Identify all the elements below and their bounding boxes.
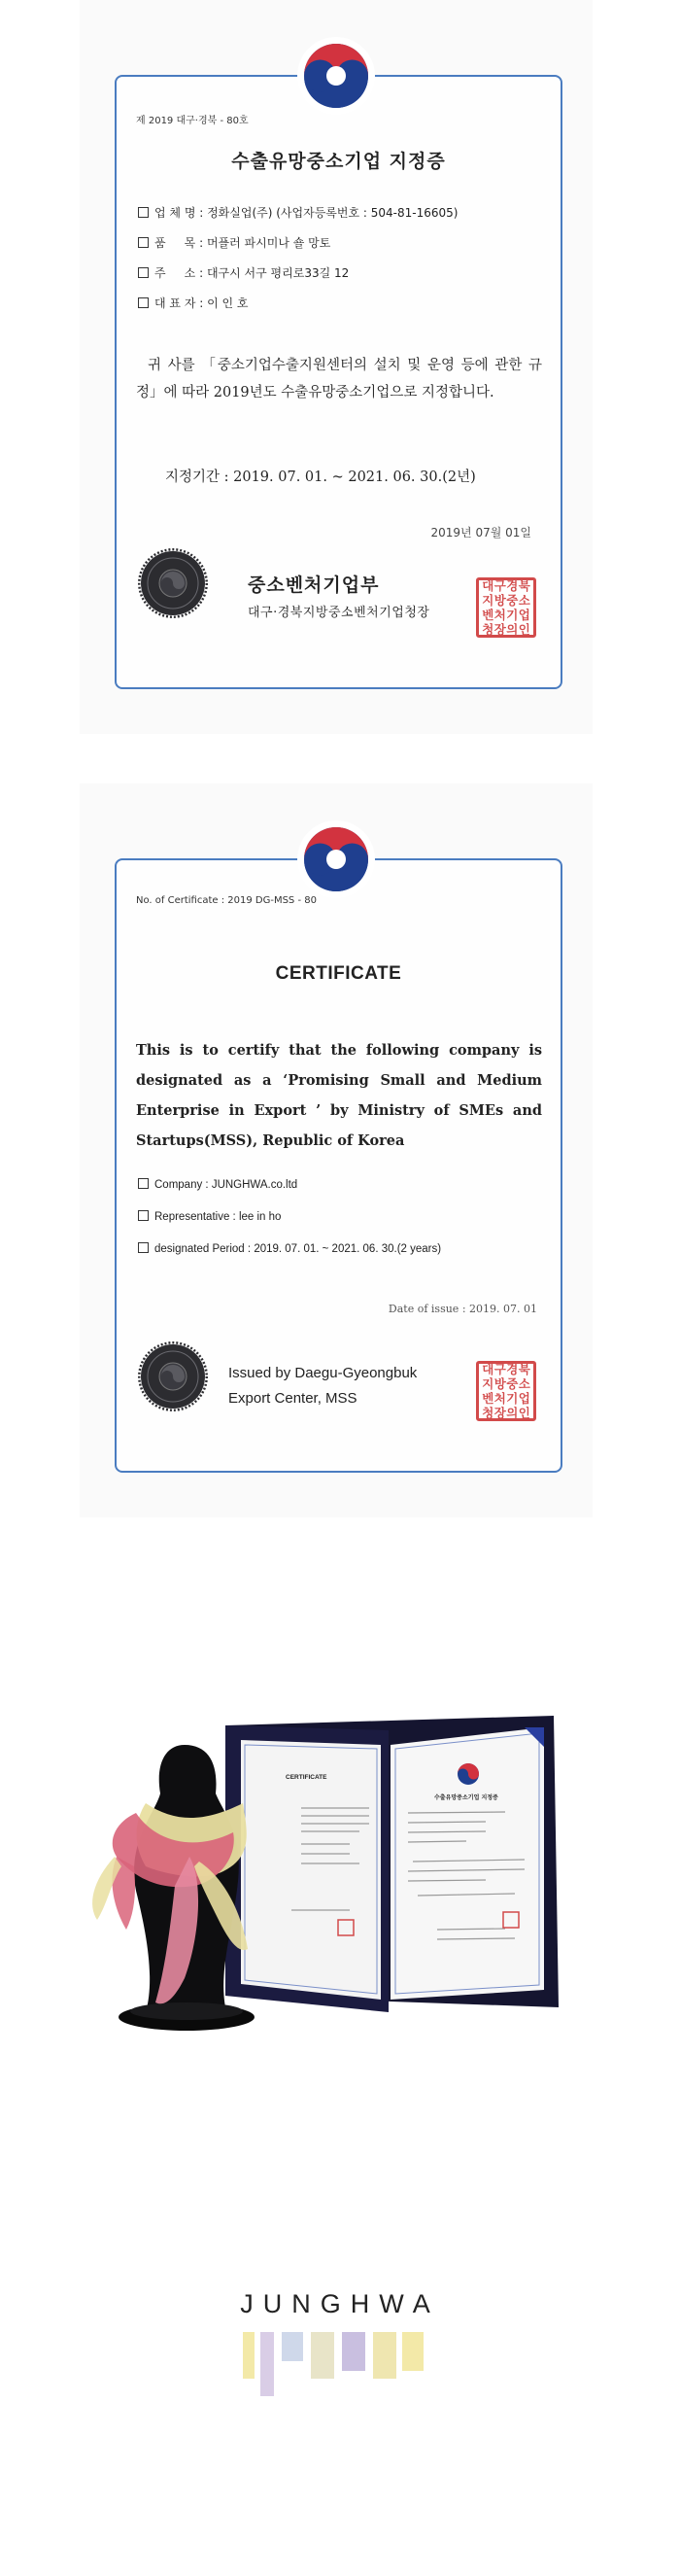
issuer-name: 중소벤처기업부	[248, 574, 380, 596]
field-address: 주 소 : 대구시 서구 평리로33길 12	[138, 259, 458, 289]
taegeuk-emblem-icon	[297, 820, 375, 898]
issue-date: Date of issue : 2019. 07. 01	[388, 1303, 537, 1315]
seal-character: 중	[506, 1376, 519, 1391]
brand-logo-icon	[243, 2326, 427, 2396]
checkbox-icon	[138, 297, 149, 308]
brand-logo-text: JUNGHWA	[240, 2289, 440, 2318]
seal-character: 대	[482, 578, 494, 593]
certificate-frame	[115, 75, 562, 689]
embossed-seal-icon	[138, 1341, 208, 1411]
checkbox-icon	[138, 1210, 149, 1221]
seal-character: 지	[482, 1376, 494, 1391]
seal-character: 경	[506, 1362, 519, 1376]
folder-right-title: 수출유망중소기업 지정증	[434, 1794, 498, 1801]
field-product: 품 목 : 머플러 파시미나 숄 망토	[138, 228, 458, 259]
seal-character: 처	[493, 608, 506, 622]
seal-character: 북	[518, 1362, 530, 1376]
seal-character: 소	[518, 593, 530, 608]
certificate-frame	[115, 858, 562, 1473]
seal-character: 장	[493, 1406, 506, 1420]
company-fields	[138, 1169, 441, 1266]
seal-character: 벤	[482, 608, 494, 622]
seal-character: 처	[493, 1391, 506, 1406]
red-official-seal-icon	[476, 577, 536, 638]
seal-character: 인	[518, 622, 530, 637]
folder-left-title: CERTIFICATE	[286, 1774, 327, 1781]
seal-character: 대	[482, 1362, 494, 1376]
certificate-title: CERTIFICATE	[275, 963, 402, 984]
korean-certificate-sheet	[80, 0, 593, 734]
seal-character: 경	[506, 578, 519, 593]
seal-character: 기	[506, 608, 519, 622]
field-representative: Representative : lee in ho	[138, 1201, 441, 1234]
seal-character: 지	[482, 593, 494, 608]
seal-character: 업	[518, 1391, 530, 1406]
checkbox-icon	[138, 1242, 149, 1253]
seal-character: 구	[493, 1362, 506, 1376]
seal-character: 장	[493, 622, 506, 637]
seal-character: 의	[506, 1406, 519, 1420]
certificate-number: 제 2019 대구·경북 - 80호	[136, 116, 249, 126]
certificate-body: This is to certify that the following company is designated as a ‘Promising Small and Medium Enterprise in Export ’ by Ministry of SMEs and Startups(MSS), Republic of Korea	[136, 1042, 542, 1149]
seal-character: 청	[482, 1406, 494, 1420]
issuer-line-2: Export Center, MSS	[228, 1390, 357, 1407]
field-company-name: 업 체 명 : 정화실업(주) (사업자등록번호 : 504-81-16605)	[138, 198, 458, 228]
seal-character: 기	[506, 1391, 519, 1406]
seal-character: 구	[493, 578, 506, 593]
seal-character: 소	[518, 1376, 530, 1391]
embossed-seal-icon	[138, 548, 208, 618]
issuer-line-1: Issued by Daegu-Gyeongbuk	[228, 1365, 418, 1381]
seal-character: 북	[518, 578, 530, 593]
seal-character: 의	[506, 622, 519, 637]
designation-period: 지정기간 : 2019. 07. 01. ~ 2021. 06. 30.(2년)	[165, 470, 476, 485]
field-representative: 대 표 자 : 이 인 호	[138, 289, 458, 319]
english-certificate-sheet	[80, 783, 593, 1517]
field-designated-period: designated Period : 2019. 07. 01. ~ 2021. 06. 30.(2 years)	[138, 1234, 441, 1266]
checkbox-icon	[138, 237, 149, 248]
company-fields	[138, 198, 458, 319]
seal-character: 방	[493, 593, 506, 608]
checkbox-icon	[138, 267, 149, 278]
seal-character: 업	[518, 608, 530, 622]
taegeuk-emblem-icon	[297, 37, 375, 115]
red-official-seal-icon	[476, 1361, 536, 1421]
certificate-body: 귀 사를 「중소기업수출지원센터의 설치 및 운영 등에 관한 규정」에 따라 2019년도 수출유망중소기업으로 지정합니다.	[136, 358, 542, 400]
seal-character: 벤	[482, 1391, 494, 1406]
issuer-block	[228, 1361, 417, 1411]
certificate-title: 수출유망중소기업 지정증	[231, 151, 446, 172]
seal-character: 중	[506, 593, 519, 608]
issue-date: 2019년 07월 01일	[430, 526, 531, 540]
seal-character: 인	[518, 1406, 530, 1420]
checkbox-icon	[138, 1178, 149, 1189]
certificate-number: No. of Certificate : 2019 DG-MSS - 80	[136, 895, 317, 906]
seal-character: 방	[493, 1376, 506, 1391]
product-photo	[0, 1687, 680, 2095]
field-company: Company : JUNGHWA.co.ltd	[138, 1169, 441, 1201]
seal-character: 청	[482, 622, 494, 637]
checkbox-icon	[138, 207, 149, 218]
issuer-office: 대구·경북지방중소벤처기업청장	[248, 606, 430, 620]
